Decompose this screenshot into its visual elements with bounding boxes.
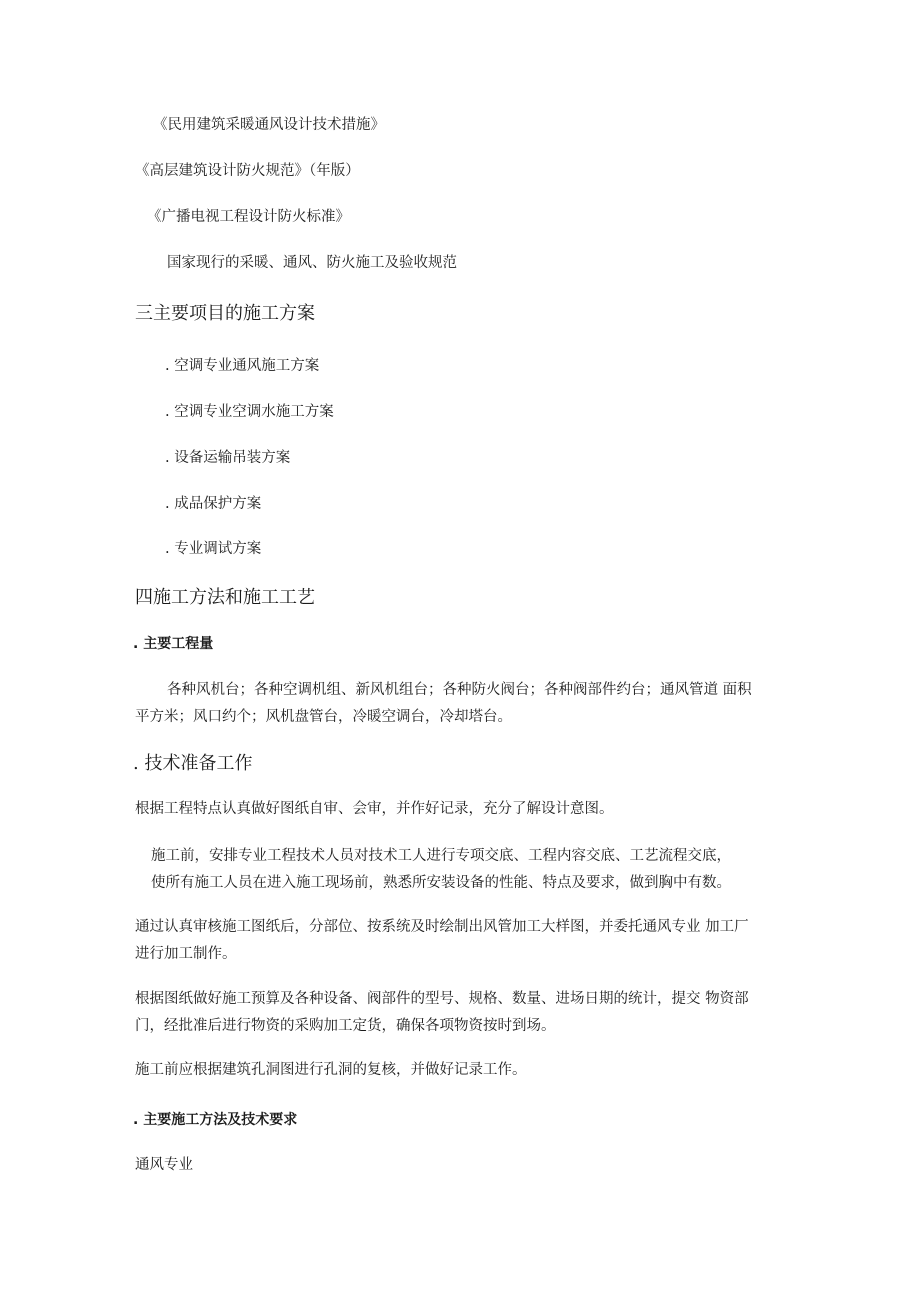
methods-subheading: 通风专业 bbox=[135, 1157, 193, 1173]
tech-prep-paragraph-5: 施工前应根据建筑孔洞图进行孔洞的复核，并做好记录工作。 bbox=[135, 1062, 527, 1078]
tech-prep-heading: . 技术准备工作 bbox=[133, 753, 253, 774]
quantities-heading: . 主要工程量 bbox=[133, 636, 214, 652]
section-4-title: 四施工方法和施工工艺 bbox=[135, 587, 315, 608]
tech-prep-paragraph-2-line-1: 施工前，安排专业工程技术人员对技术工人进行专项交底、工程内容交底、工艺流程交底， bbox=[151, 848, 731, 864]
reference-3: 《广播电视工程设计防火标准》 bbox=[147, 209, 350, 225]
section-3-item-5: . 专业调试方案 bbox=[165, 541, 262, 557]
section-3-item-2: . 空调专业空调水施工方案 bbox=[165, 404, 334, 420]
section-3-item-4: . 成品保护方案 bbox=[165, 496, 262, 512]
methods-heading: . 主要施工方法及技术要求 bbox=[133, 1112, 298, 1128]
tech-prep-paragraph-2-line-2: 使所有施工人员在进入施工现场前，熟悉所安装设备的性能、特点及要求，做到胸中有数。 bbox=[151, 875, 731, 891]
tech-prep-paragraph-1: 根据工程特点认真做好图纸自审、会审，并作好记录，充分了解设计意图。 bbox=[135, 801, 614, 817]
tech-prep-paragraph-3-line-1: 通过认真审核施工图纸后，分部位、按系统及时绘制出风管加工大样图，并委托通风专业 加工厂 bbox=[135, 919, 749, 935]
reference-4: 国家现行的采暖、通风、防火施工及验收规范 bbox=[167, 255, 457, 271]
section-3-item-1: . 空调专业通风施工方案 bbox=[165, 358, 320, 374]
tech-prep-paragraph-4-line-1: 根据图纸做好施工预算及各种设备、阀部件的型号、规格、数量、进场日期的统计，提交 物资部 bbox=[135, 991, 749, 1007]
quantities-line-1: 各种风机台；各种空调机组、新风机组台；各种防火阀台；各种阀部件约台；通风管道 面积 bbox=[167, 682, 752, 698]
section-3-item-3: . 设备运输吊装方案 bbox=[165, 450, 291, 466]
tech-prep-paragraph-3-line-2: 进行加工制作。 bbox=[135, 946, 237, 962]
reference-2: 《高层建筑设计防火规范》（年版） bbox=[135, 163, 360, 179]
tech-prep-paragraph-4-line-2: 门，经批准后进行物资的采购加工定货，确保各项物资按时到场。 bbox=[135, 1018, 556, 1034]
reference-1: 《民用建筑采暖通风设计技术措施》 bbox=[153, 117, 385, 133]
section-3-title: 三主要项目的施工方案 bbox=[135, 303, 315, 324]
quantities-line-2: 平方米；风口约个；风机盘管台，冷暖空调台，冷却塔台。 bbox=[135, 709, 512, 725]
